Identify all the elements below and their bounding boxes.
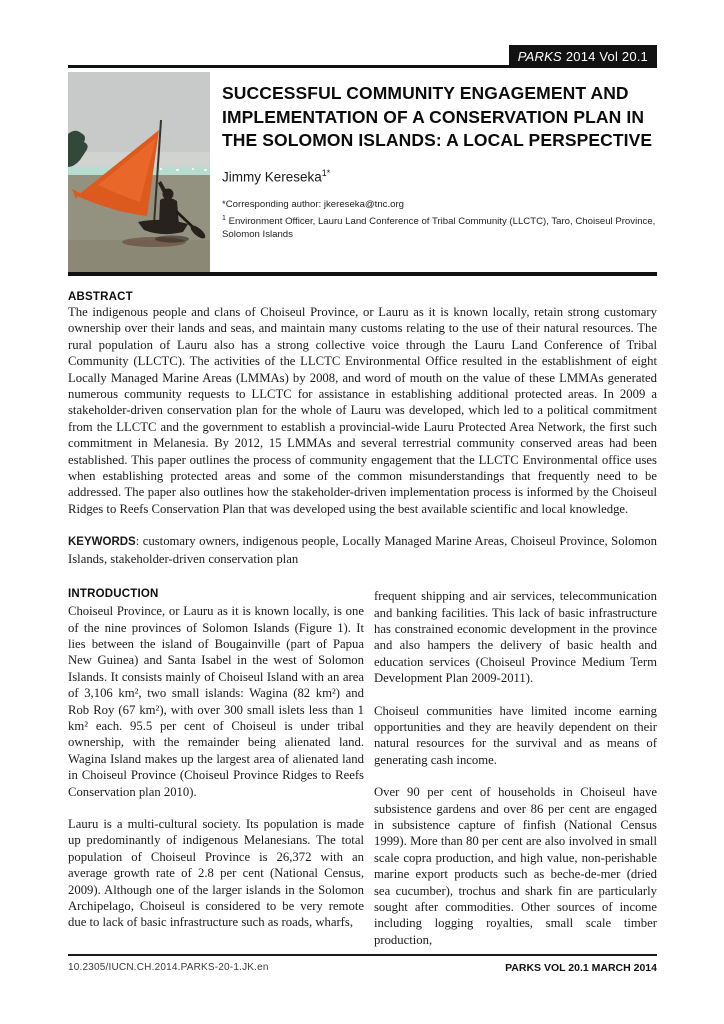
intro-paragraph-2: Lauru is a multi-cultural society. Its population is made up predominantly of indigenous Melanesians. The total population of Choiseul Province is 26,372 with an average growth rate of 2.8 per cent (National Census, 2009). Although one of the larger islands in the Solomon Archipelago, Choiseul is considered to be very remote due to lack of basic infrastructure such as roads, wharfs, [68,816,364,930]
article-header [68,68,657,272]
affiliation-superscript: 1 [222,214,226,222]
intro-paragraph-4: Choiseul communities have limited income earning opportunities and they are heavily dependent on their natural resources for the survival and as means of generating cash income. [374,703,657,767]
author-name [222,168,657,185]
keywords-text: : customary owners, indigenous people, Locally Managed Marine Areas, Choiseul Province, Solomon Islands, stakeholder-driven conservation plan [68,534,657,566]
keywords-line [68,533,657,567]
affiliation-text: Environment Officer, Lauru Land Conference of Tribal Community (LLCTC), Taro, Choiseul Province, Solomon Islands [222,215,656,241]
intro-paragraph-3: frequent shipping and air services, telecommunication and banking facilities. This lack of basic infrastructure has constrained economic development in the province and also hampers the delivery of basic health and education services (Choiseul Province Medium Term Development Plan 2009-2011). [374,589,657,686]
abstract-heading: ABSTRACT [68,291,133,303]
header-divider-rule [68,272,657,276]
abstract-section [68,291,657,517]
author-name-text: Jimmy Kereseka [222,169,322,184]
title-block [220,72,657,272]
doi-text: 10.2305/IUCN.CH.2014.PARKS-20-1.JK.en [68,962,269,973]
journal-banner-row [68,45,657,68]
author-notes [222,198,657,242]
page-title: SUCCESSFUL COMMUNITY ENGAGEMENT AND IMPLEMENTATION OF A CONSERVATION PLAN IN THE SOLOMON ISLANDS: A LOCAL PERSPECTIVE [222,83,653,150]
keywords-label: KEYWORDS [68,536,136,549]
page-footer [68,954,657,974]
journal-badge [509,45,657,68]
left-column [68,588,364,948]
journal-issue: 2014 Vol 20.1 [565,49,648,64]
intro-paragraph-5: Over 90 per cent of households in Choiseul have subsistence gardens and over 86 per cent are engaged in subsistence capture of finfish (National Census 1999). More than 80 per cent are also involved in small scale copra production, and high value, non-perishable marine export products such as beche-de-mer (dried sea cucumber), trochus and shark fin are particularly sought after commodities. Other sources of income including logging royalties, small scale timber production, [374,785,657,947]
author-superscript: 1* [321,167,331,178]
canoe-photo-illustration [68,72,210,272]
corresponding-author-note: *Corresponding author: jkereseka@tnc.org [222,199,404,210]
right-column [374,588,657,948]
introduction-columns [68,588,657,948]
abstract-text: The indigenous people and clans of Choiseul Province, or Lauru as it is known locally, retain strong customary ownership over their lands and seas, and maintain many customs relating to the use of their natural resources. The rural population of Lauru also has a strong collective voice through the Lauru Land Conference of Tribal Community (LLCTC). The activities of the LLCTC Environmental Office resulted in the establishment of eight Locally Managed Marine Areas (LMMAs) by 2008, and word of mouth on the value of these LMMAs generated numerous community requests to LLCTC for assistance in establishing additional protected areas. In 2009 a stakeholder-driven conservation plan for the whole of Lauru was developed, which led to a political commitment from the LLCTC and the government to establish a provincial-wide Lauru Protected Area Network, the first such commitment in Melanesia. By 2012, 15 LMMAs and several terrestrial community conserved areas had been established. This paper outlines the process of community engagement that the LLCTC Environmental office uses when establishing protected areas and some of the common misunderstandings that frequently need to be addressed. The paper also outlines how the stakeholder-driven implementation process is informed by the Choiseul Ridges to Reefs Conservation Plan that was developed using the best available scientific and local knowledge. [68,305,657,516]
footer-row [68,956,657,974]
journal-volume-text: PARKS VOL 20.1 MARCH 2014 [505,962,657,974]
intro-paragraph-1: Choiseul Province, or Lauru as it is known locally, is one of the nine provinces of Solomon Islands (Figure 1). It lies between the island of Bougainville (part of Papua New Guinea) and Santa Isabel in the west of Solomon Islands. It consists mainly of Choiseul Island with an area of 3,106 km², two small islands: Wagina (82 km²) and Rob Roy (67 km²), with over 300 small islets less than 1 km² each. 95.5 per cent of Choiseul is under tribal ownership, with the remainder being alienated land. Wagina Island makes up the largest area of alienated land in Choiseul Province (Choiseul Province Ridges to Reefs Conservation plan 2010). [68,604,364,799]
cover-photo [68,72,210,272]
introduction-heading: INTRODUCTION [68,588,159,601]
journal-name: PARKS [517,49,562,64]
